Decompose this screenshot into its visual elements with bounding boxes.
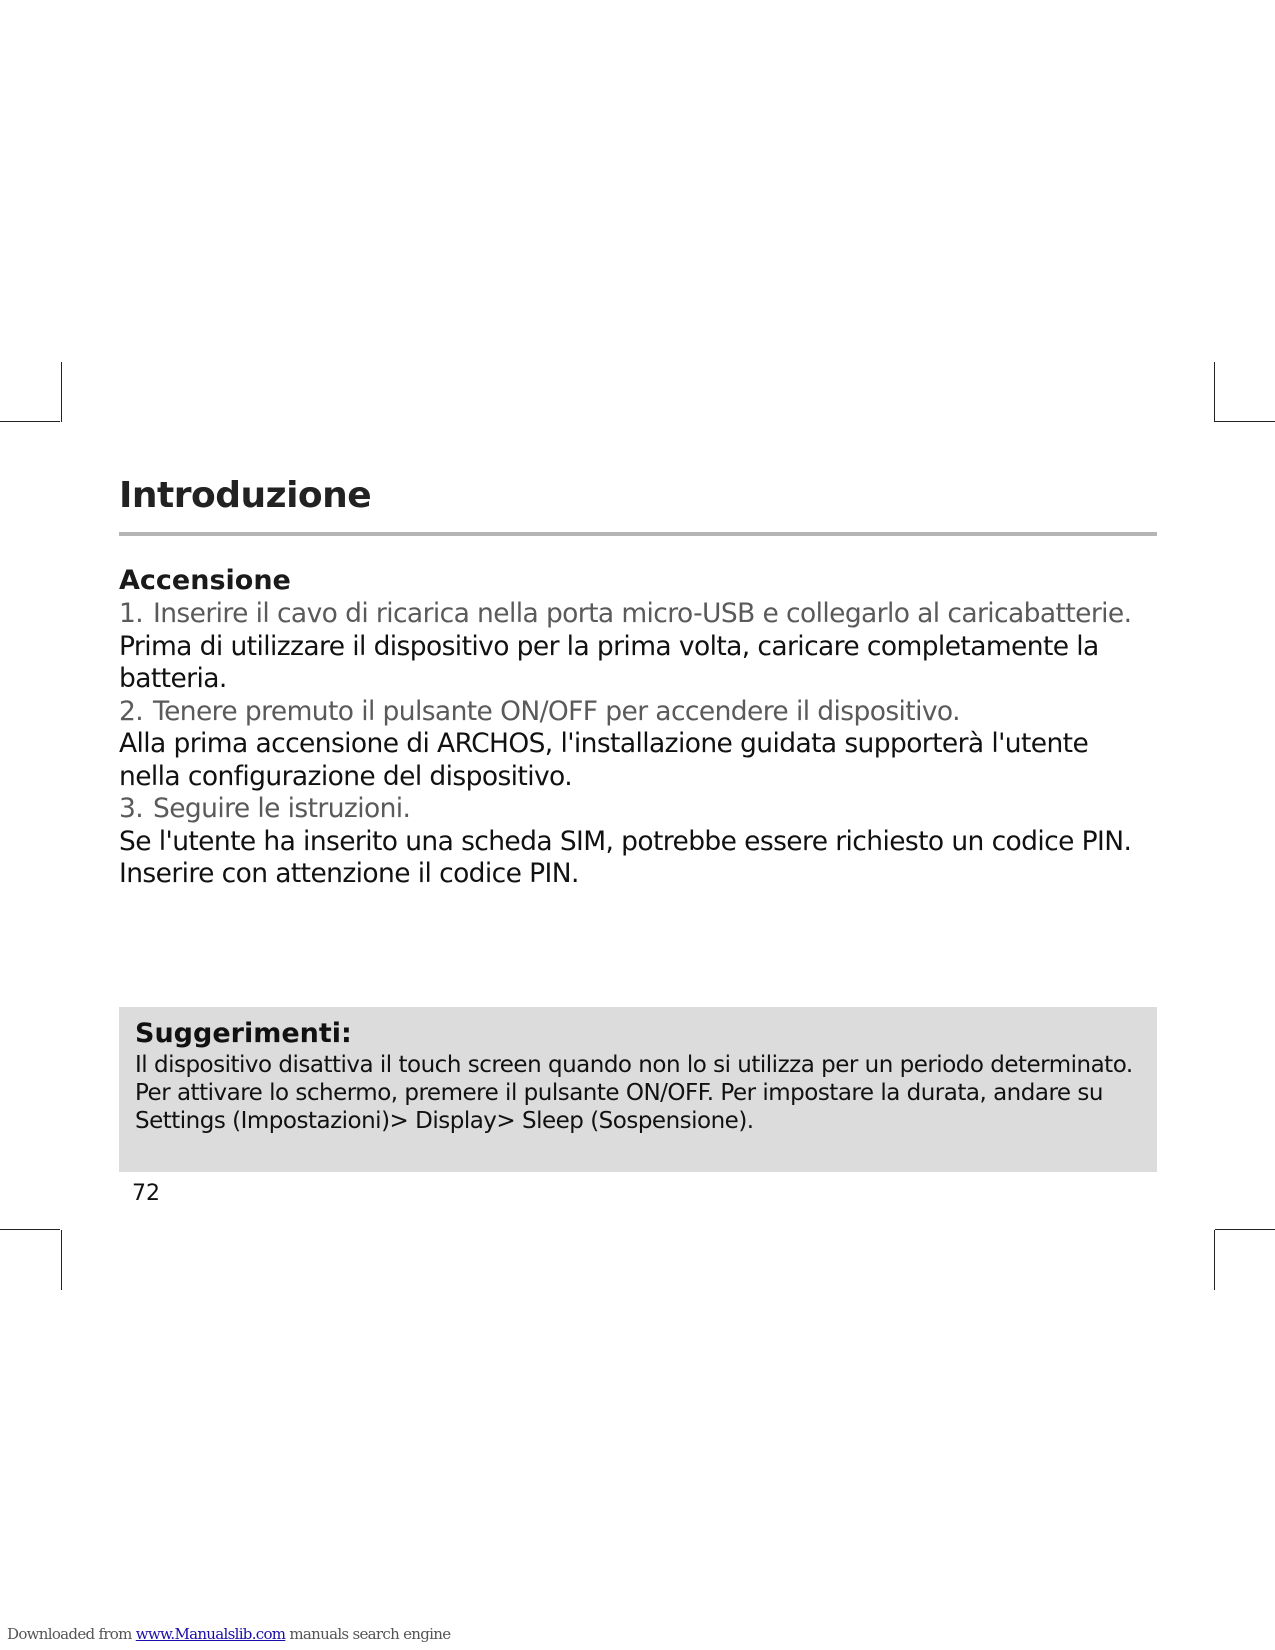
- crop-mark: [61, 362, 62, 422]
- title-divider: [119, 532, 1157, 536]
- step-3-note: Se l'utente ha inserito una scheda SIM, potrebbe essere richiesto un codice PIN.: [119, 825, 1132, 857]
- tip-text: Il dispositivo disattiva il touch screen quando non lo si utilizza per un periodo determinato. Per attivare lo schermo, premere il pulsante ON/OFF. Per impostare la durata, andare su Settings (Impostazioni)> Display> Sleep (Sospensione).: [135, 1052, 1133, 1134]
- footer-link[interactable]: www.Manualslib.com: [135, 1625, 286, 1643]
- tip-box: [119, 1007, 1157, 1172]
- crop-mark: [0, 421, 60, 422]
- crop-mark: [1215, 421, 1275, 422]
- step-text: Inserire il cavo di ricarica nella porta micro-USB e collegarlo al caricabatterie.: [153, 598, 1132, 629]
- crop-mark: [1215, 1229, 1275, 1230]
- crop-mark: [1214, 362, 1215, 422]
- page-title: Introduzione: [119, 475, 372, 516]
- step-2-note: Alla prima accensione di ARCHOS, l'installazione guidata supporterà l'utente nella configurazione del dispositivo.: [119, 728, 1089, 792]
- footer-prefix: Downloaded from: [7, 1625, 136, 1643]
- section-title: Accensione: [119, 565, 291, 596]
- crop-mark: [1214, 1230, 1215, 1290]
- crop-mark: [61, 1230, 62, 1290]
- page-content: [119, 470, 1157, 891]
- tip-title: Suggerimenti:: [135, 1018, 352, 1049]
- step-3-note-2: Inserire con attenzione il codice PIN.: [119, 858, 579, 889]
- crop-mark: [0, 1229, 60, 1230]
- step-3: [119, 793, 1157, 826]
- step-text: Seguire le istruzioni.: [153, 793, 411, 824]
- page-number: 72: [132, 1181, 160, 1206]
- step-1-note: Prima di utilizzare il dispositivo per la prima volta, caricare completamente la batteria.: [119, 630, 1099, 694]
- step-number: 2.: [119, 695, 144, 727]
- footer: [7, 1624, 450, 1644]
- step-number: 3.: [119, 793, 144, 824]
- steps-list: [119, 598, 1157, 891]
- step-2: [119, 696, 1157, 729]
- step-1: [119, 598, 1157, 631]
- step-text: Tenere premuto il pulsante ON/OFF per accendere il dispositivo.: [153, 695, 960, 727]
- step-number: 1.: [119, 598, 144, 629]
- footer-suffix: manuals search engine: [285, 1625, 451, 1643]
